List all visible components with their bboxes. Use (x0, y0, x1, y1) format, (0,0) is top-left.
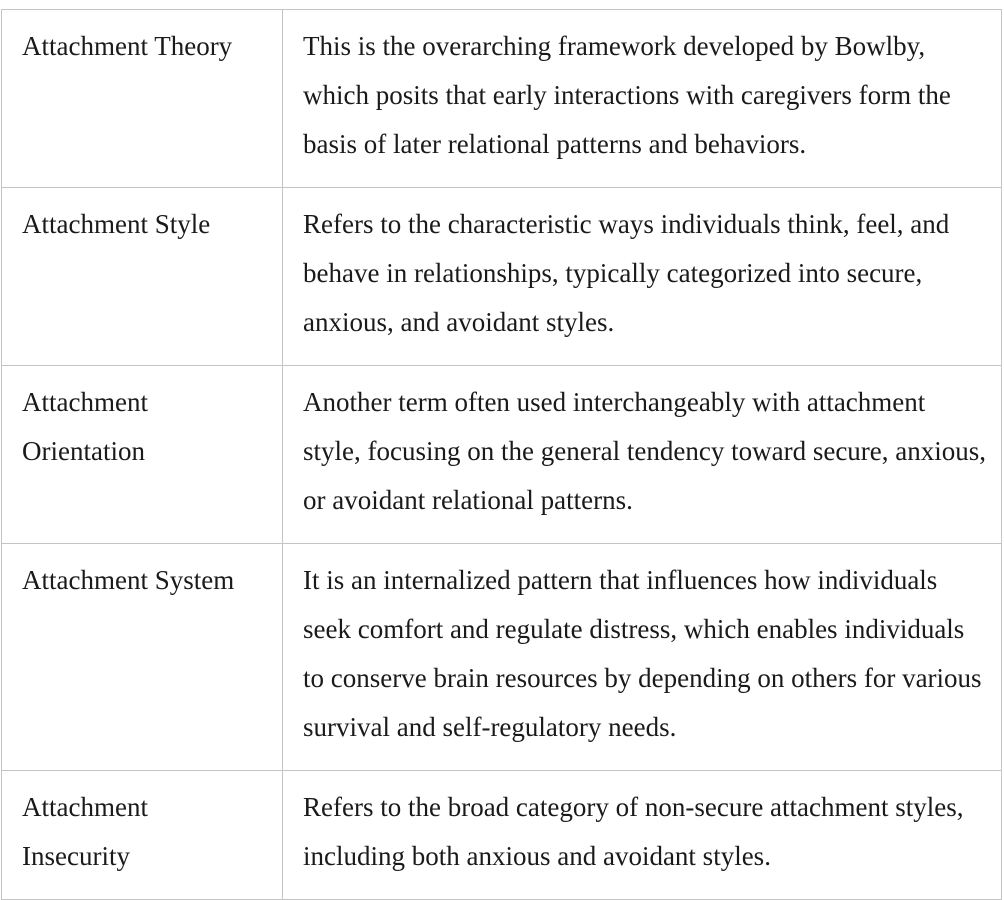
term-cell: Attachment Insecurity (2, 771, 283, 900)
term-cell: Attachment Orientation (2, 366, 283, 544)
term-cell: Attachment Theory (2, 10, 283, 188)
table-row (2, 188, 1002, 366)
table-row (2, 544, 1002, 771)
terms-definitions-table (1, 9, 1002, 900)
term-cell: Attachment Style (2, 188, 283, 366)
definition-cell: This is the overarching framework developed by Bowlby, which posits that early interactions with caregivers form the basis of later relational patterns and behaviors. (283, 10, 1002, 188)
definition-cell: It is an internalized pattern that influences how individuals seek comfort and regulate distress, which enables individuals to conserve brain resources by depending on others for various survival and self-regulatory needs. (283, 544, 1002, 771)
table-row (2, 10, 1002, 188)
definition-cell: Refers to the characteristic ways individuals think, feel, and behave in relationships, typically categorized into secure, anxious, and avoidant styles. (283, 188, 1002, 366)
term-cell: Attachment System (2, 544, 283, 771)
definition-cell: Another term often used interchangeably with attachment style, focusing on the general tendency toward secure, anxious, or avoidant relational patterns. (283, 366, 1002, 544)
table-row (2, 771, 1002, 900)
definition-cell: Refers to the broad category of non-secure attachment styles, including both anxious and avoidant styles. (283, 771, 1002, 900)
table-row (2, 366, 1002, 544)
